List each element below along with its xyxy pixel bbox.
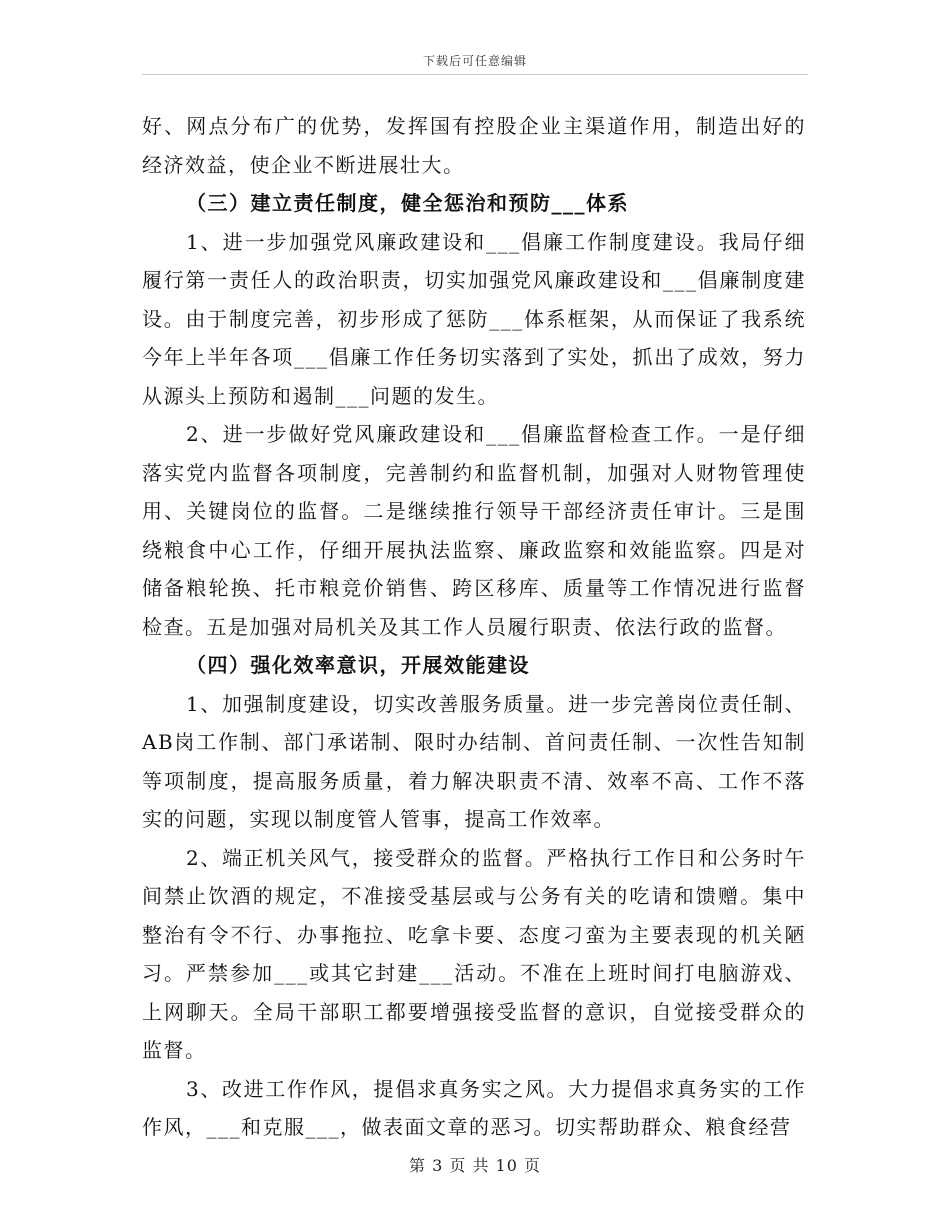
paragraph: 1、进一步加强党风廉政建设和___倡廉工作制度建设。我局仔细履行第一责任人的政治职责，切实加强党风廉政建设和___倡廉制度建设。由于制度完善，初步形成了惩防___体系框架，从而保证了我系统今年上半年各项___倡廉工作任务切实落到了实处，抓出了成效，努力从源头上预防和遏制___问题的发生。 <box>142 229 806 408</box>
page-number-footer: 第 3 页 共 10 页 <box>409 1156 541 1175</box>
paragraph: 3、改进工作作风，提倡求真务实之风。大力提倡求真务实的工作作风，___和克服___，做表面文章的恶习。切实帮助群众、粮食经营 <box>142 1076 806 1139</box>
paragraph: 1、加强制度建设，切实改善服务质量。进一步完善岗位责任制、AB岗工作制、部门承诺制、限时办结制、首问责任制、一次性告知制等项制度，提高服务质量，着力解决职责不清、效率不高、工作不落实的问题，实现以制度管人管事，提高工作效率。 <box>142 691 806 831</box>
page-header: 下载后可任意编辑 <box>422 54 527 68</box>
paragraph: 2、端正机关风气，接受群众的监督。严格执行工作日和公务时午间禁止饮酒的规定，不准接受基层或与公务有关的吃请和馈赠。集中整治有令不行、办事拖拉、吃拿卡要、态度刁蛮为主要表现的机关陋习。严禁参加___或其它封建___活动。不准在上班时间打电脑游戏、上网聊天。全局干部职工都要增强接受监督的意识，自觉接受群众的监督。 <box>142 845 806 1062</box>
document-body <box>142 107 806 1147</box>
paragraph: 2、进一步做好党风廉政建设和___倡廉监督检查工作。一是仔细落实党内监督各项制度，完善制约和监督机制，加强对人财物管理使用、关键岗位的监督。二是继续推行领导干部经济责任审计。三是围绕粮食中心工作，仔细开展执法监察、廉政监察和效能监察。四是对储备粮轮换、托市粮竞价销售、跨区移库、质量等工作情况进行监督检查。五是加强对局机关及其工作人员履行职责、依法行政的监督。 <box>142 422 806 639</box>
header-divider <box>142 74 808 75</box>
section-heading-4: （四）强化效率意识，开展效能建设 <box>186 653 530 677</box>
section-heading-3: （三）建立责任制度，健全惩治和预防___体系 <box>186 191 629 215</box>
paragraph-continued: 好、网点分布广的优势，发挥国有控股企业主渠道作用，制造出好的经济效益，使企业不断进展壮大。 <box>142 114 806 177</box>
